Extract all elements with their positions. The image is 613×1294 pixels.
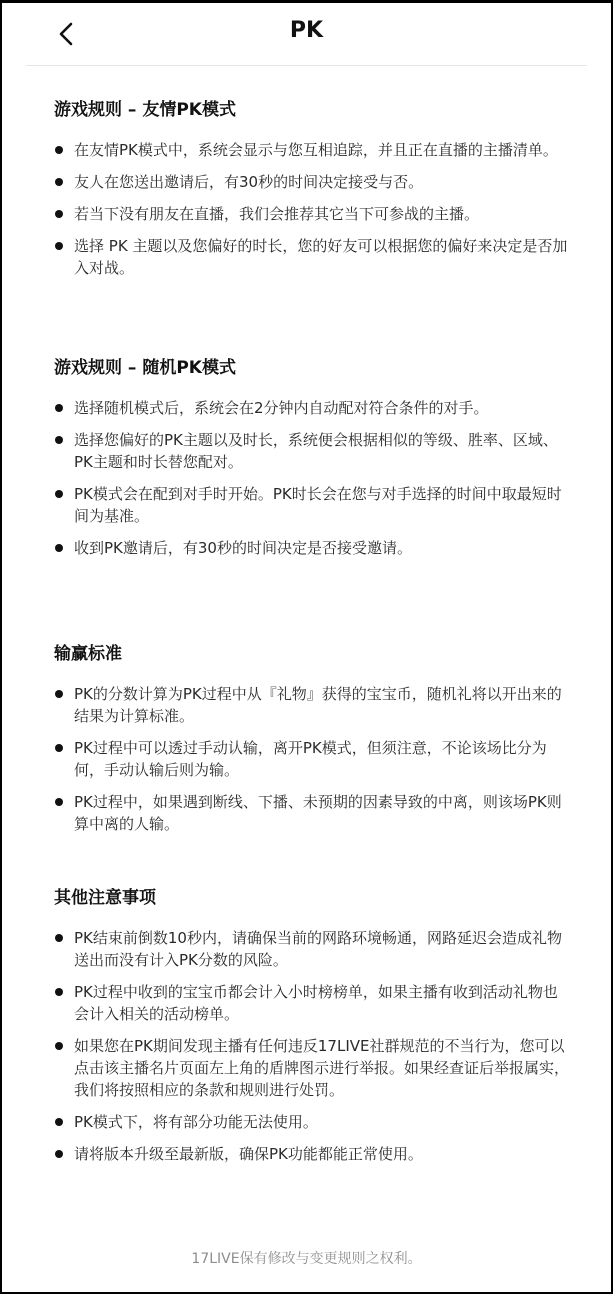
nav-header bbox=[26, 3, 587, 66]
list-item: PK模式会在配到对手时开始。PK时长会在您与对手选择的时间中取最短时间为基准。 bbox=[54, 483, 570, 527]
rule-list bbox=[54, 397, 570, 559]
section-other-notes bbox=[54, 883, 570, 1175]
rule-list bbox=[54, 683, 570, 835]
list-item: 选择您偏好的PK主题以及时长，系统便会根据相似的等级、胜率、区域、PK主题和时长替您配对。 bbox=[54, 429, 570, 473]
footer-note: 17LIVE保有修改与变更规则之权利。 bbox=[191, 1251, 422, 1267]
section-win-lose bbox=[54, 639, 570, 845]
section-title: 输赢标准 bbox=[54, 644, 122, 664]
rule-list bbox=[54, 139, 570, 279]
section-title: 游戏规则 – 随机PK模式 bbox=[54, 358, 236, 378]
section-friendly-pk bbox=[54, 95, 570, 289]
list-item: PK过程中收到的宝宝币都会计入小时榜榜单，如果主播有收到活动礼物也会计入相关的活动榜单。 bbox=[54, 981, 570, 1025]
page-title: PK bbox=[289, 18, 324, 43]
list-item: 在友情PK模式中，系统会显示与您互相追踪，并且正在直播的主播清单。 bbox=[54, 139, 570, 161]
list-item: 选择 PK 主题以及您偏好的时长，您的好友可以根据您的偏好来决定是否加入对战。 bbox=[54, 235, 570, 279]
rule-list bbox=[54, 927, 570, 1165]
list-item: PK模式下，将有部分功能无法使用。 bbox=[54, 1111, 570, 1133]
section-title: 其他注意事项 bbox=[54, 888, 156, 908]
list-item: PK结束前倒数10秒内，请确保当前的网路环境畅通，网路延迟会造成礼物送出而没有计入PK分数的风险。 bbox=[54, 927, 570, 971]
list-item: 若当下没有朋友在直播，我们会推荐其它当下可参战的主播。 bbox=[54, 203, 570, 225]
section-random-pk bbox=[54, 353, 570, 569]
list-item: 如果您在PK期间发现主播有任何违反17LIVE社群规范的不当行为，您可以点击该主播名片页面左上角的盾牌图示进行举报。如果经查证后举报属实，我们将按照相应的条款和规则进行处罚。 bbox=[54, 1035, 570, 1101]
section-title: 游戏规则 – 友情PK模式 bbox=[54, 100, 236, 120]
list-item: 友人在您送出邀请后，有30秒的时间决定接受与否。 bbox=[54, 171, 570, 193]
list-item: PK过程中可以透过手动认输，离开PK模式，但须注意，不论该场比分为何，手动认输后则为输。 bbox=[54, 737, 570, 781]
list-item: PK过程中，如果遇到断线、下播、未预期的因素导致的中离，则该场PK则算中离的人输。 bbox=[54, 791, 570, 835]
list-item: 收到PK邀请后，有30秒的时间决定是否接受邀请。 bbox=[54, 537, 570, 559]
list-item: 选择随机模式后，系统会在2分钟内自动配对符合条件的对手。 bbox=[54, 397, 570, 419]
list-item: 请将版本升级至最新版，确保PK功能都能正常使用。 bbox=[54, 1143, 570, 1165]
list-item: PK的分数计算为PK过程中从『礼物』获得的宝宝币，随机礼将以开出来的结果为计算标准。 bbox=[54, 683, 570, 727]
